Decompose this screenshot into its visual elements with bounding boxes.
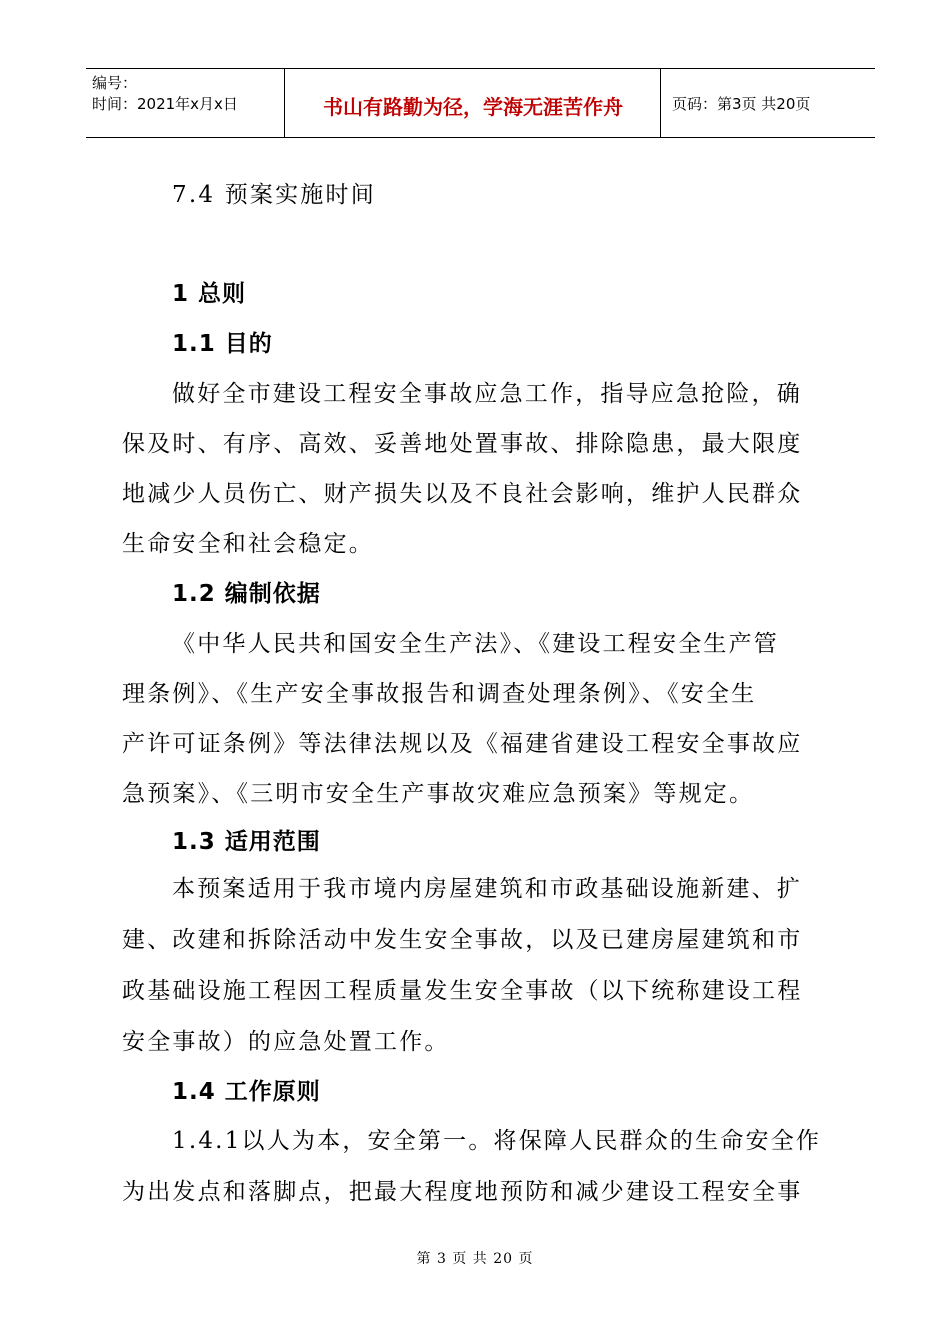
heading-1-4: 1.4 工作原则 — [172, 1079, 321, 1105]
paragraph-line: 地减少人员伤亡、财产损失以及不良社会影响，维护人民群众 — [122, 481, 803, 507]
paragraph-line: 做好全市建设工程安全事故应急工作，指导应急抢险，确 — [172, 381, 802, 407]
header-page-label: 页码：第3页 共20页 — [672, 95, 811, 113]
header-divider — [660, 69, 661, 137]
paragraph-line: 生命安全和社会稳定。 — [122, 531, 374, 557]
heading-1-2: 1.2 编制依据 — [172, 581, 321, 607]
paragraph-line: 急预案》、《三明市安全生产事故灾难应急预案》等规定。 — [122, 781, 755, 807]
page-footer: 第 3 页 共 20 页 — [416, 1251, 534, 1267]
heading-1: 1 总则 — [172, 281, 247, 307]
header-left-cell — [92, 73, 238, 115]
heading-1-1: 1.1 目的 — [172, 331, 273, 357]
document-time-label: 时间：2021年x月x日 — [92, 95, 238, 113]
paragraph-line: 安全事故）的应急处置工作。 — [122, 1029, 450, 1055]
header-divider — [284, 69, 285, 137]
header-motto: 书山有路勤为径，学海无涯苦作舟 — [323, 95, 623, 119]
paragraph-line: 为出发点和落脚点，把最大程度地预防和减少建设工程安全事 — [122, 1179, 803, 1205]
page-header — [86, 68, 875, 138]
paragraph-line: 《中华人民共和国安全生产法》、《建设工程安全生产管 — [172, 631, 779, 657]
heading-1-3: 1.3 适用范围 — [172, 829, 321, 855]
paragraph-line: 保及时、有序、高效、妥善地处置事故、排除隐患，最大限度 — [122, 431, 803, 457]
paragraph-line: 本预案适用于我市境内房屋建筑和市政基础设施新建、扩 — [172, 876, 802, 902]
section-7-4-line: 7.4 预案实施时间 — [172, 182, 376, 208]
paragraph-line: 理条例》、《生产安全事故报告和调查处理条例》、《安全生 — [122, 681, 757, 707]
paragraph-line: 政基础设施工程因工程质量发生安全事故（以下统称建设工程 — [122, 978, 803, 1004]
paragraph-line: 建、改建和拆除活动中发生安全事故，以及已建房屋建筑和市 — [122, 927, 803, 953]
paragraph-line: 产许可证条例》等法律法规以及《福建省建设工程安全事故应 — [122, 731, 803, 757]
paragraph-line: 1.4.1以人为本，安全第一。将保障人民群众的生命安全作 — [172, 1128, 822, 1154]
document-number-label: 编号： — [92, 74, 138, 92]
